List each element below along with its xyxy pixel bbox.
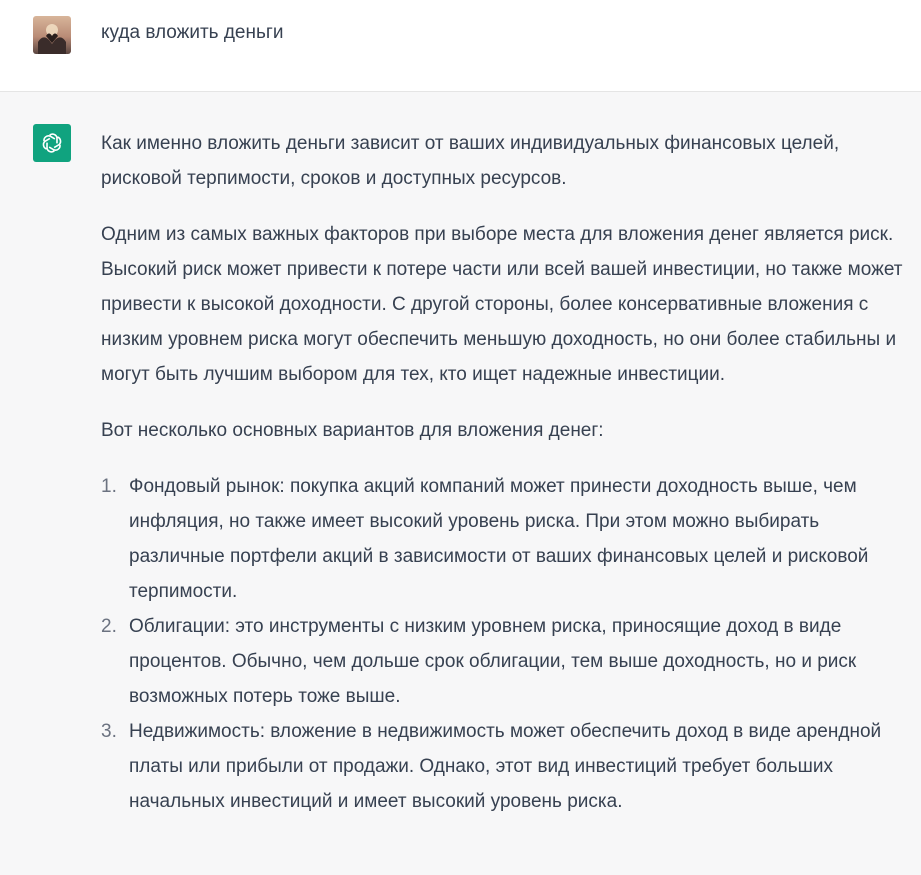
list-item-text: Недвижимость: вложение в недвижимость может обеспечить доход в виде арендной платы или прибыли от продажи. Однако, этот вид инвестиций требует больших начальных инвестиций и имеет высокий уровень риска. <box>129 721 882 812</box>
user-message-row <box>0 0 921 92</box>
investment-options-list <box>101 469 916 819</box>
list-item-text: Фондовый рынок: покупка акций компаний может принести доходность выше, чем инфляция, но также имеет высокий уровень риска. При этом можно выбирать различные портфели акций в зависимости от ваших финансовых целей и рисковой терпимости. <box>129 476 869 602</box>
user-message-text: куда вложить деньги <box>101 22 284 43</box>
assistant-paragraph: Как именно вложить деньги зависит от ваших индивидуальных финансовых целей, рисковой терпимости, сроков и доступных ресурсов. <box>101 133 840 189</box>
assistant-paragraph: Одним из самых важных факторов при выборе места для вложения денег является риск. Высокий риск может привести к потере части или всей вашей инвестиции, но также может привести к высокой доходности. С другой стороны, более консервативные вложения с низким уровнем риска могут обеспечить меньшую доходность, но они более стабильны и могут быть лучшим выбором для тех, кто ищет надежные инвестиции. <box>101 224 903 385</box>
list-item <box>101 609 916 714</box>
list-item <box>101 469 916 609</box>
list-item-number: 1. <box>101 476 117 497</box>
openai-logo-icon <box>33 124 71 162</box>
list-item-text: Облигации: это инструменты с низким уровнем риска, приносящие доход в виде процентов. Обычно, чем дольше срок облигации, тем выше доходность, но и риск возможных потерь тоже выше. <box>129 616 857 707</box>
user-avatar <box>33 16 71 54</box>
assistant-message-content <box>101 126 916 819</box>
list-item <box>101 714 916 819</box>
list-item-number: 3. <box>101 721 117 742</box>
user-avatar-icon <box>33 16 71 54</box>
list-item-number: 2. <box>101 616 117 637</box>
assistant-paragraph: Вот несколько основных вариантов для вложения денег: <box>101 420 604 441</box>
assistant-message-row <box>0 92 921 875</box>
